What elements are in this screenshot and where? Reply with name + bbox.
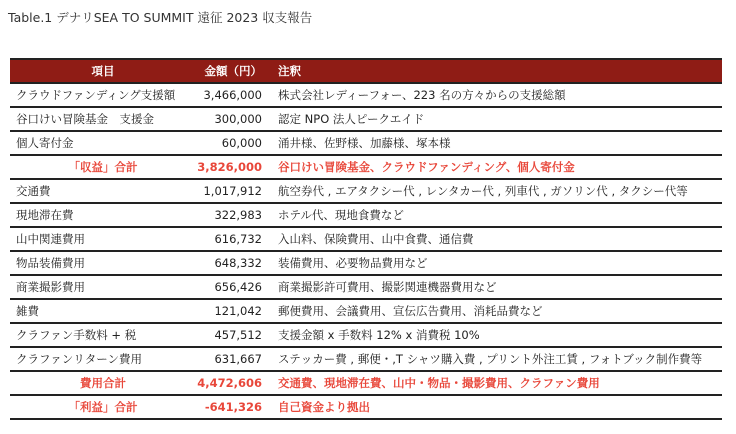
total-row [10,371,722,395]
header-amount: 金額（円） [196,59,270,83]
amount-cell: 648,332 [196,251,270,275]
table-row [10,203,722,227]
budget-table [10,58,722,420]
note-cell: ホテル代、現地食費など [270,203,722,227]
amount-cell: 1,017,912 [196,179,270,203]
item-cell: 「収益」合計 [10,155,196,179]
header-item: 項目 [10,59,196,83]
item-cell: 物品装備費用 [10,251,196,275]
total-row [10,155,722,179]
table-row [10,131,722,155]
note-cell: 支援金額 x 手数料 12% x 消費税 10% [270,323,722,347]
table-row [10,179,722,203]
note-cell: 認定 NPO 法人ピークエイド [270,107,722,131]
total-row [10,395,722,419]
table-row [10,275,722,299]
note-cell: 株式会社レディーフォー、223 名の方々からの支援総額 [270,83,722,107]
amount-cell: 616,732 [196,227,270,251]
item-cell: 費用合計 [10,371,196,395]
table-row [10,347,722,371]
table-row [10,251,722,275]
amount-cell: 656,426 [196,275,270,299]
item-cell: 雑費 [10,299,196,323]
table-row [10,299,722,323]
item-cell: 現地滞在費 [10,203,196,227]
item-cell: 「利益」合計 [10,395,196,419]
note-cell: 交通費、現地滞在費、山中・物品・撮影費用、クラファン費用 [270,371,722,395]
note-cell: 航空券代 , エアタクシー代 , レンタカー代 , 列車代 , ガソリン代 , タクシー代等 [270,179,722,203]
item-cell: クラファンリターン費用 [10,347,196,371]
item-cell: クラウドファンディング支援額 [10,83,196,107]
note-cell: ステッカー費 , 郵便・,T シャツ購入費 , プリント外注工賃 , フォトブック制作費等 [270,347,722,371]
amount-cell: 121,042 [196,299,270,323]
note-cell: 谷口けい冒険基金、クラウドファンディング、個人寄付金 [270,155,722,179]
item-cell: 交通費 [10,179,196,203]
amount-cell: 60,000 [196,131,270,155]
item-cell: 商業撮影費用 [10,275,196,299]
amount-cell: 3,826,000 [196,155,270,179]
note-cell: 商業撮影許可費用、撮影関連機器費用など [270,275,722,299]
note-cell: 郵便費用、会議費用、宣伝広告費用、消耗品費など [270,299,722,323]
note-cell: 涌井様、佐野様、加藤様、塚本様 [270,131,722,155]
amount-cell: 457,512 [196,323,270,347]
amount-cell: 631,667 [196,347,270,371]
item-cell: 個人寄付金 [10,131,196,155]
amount-cell: 322,983 [196,203,270,227]
header-note: 注釈 [270,59,722,83]
table-header [10,59,722,83]
amount-cell: 4,472,606 [196,371,270,395]
amount-cell: -641,326 [196,395,270,419]
table-row [10,83,722,107]
note-cell: 入山料、保険費用、山中食費、通信費 [270,227,722,251]
note-cell: 自己資金より拠出 [270,395,722,419]
item-cell: クラファン手数料 + 税 [10,323,196,347]
table-row [10,107,722,131]
amount-cell: 300,000 [196,107,270,131]
table-row [10,227,722,251]
item-cell: 谷口けい冒険基金 支援金 [10,107,196,131]
table-row [10,323,722,347]
table-title: Table.1 デナリSEA TO SUMMIT 遠征 2023 収支報告 [8,10,313,25]
note-cell: 装備費用、必要物品費用など [270,251,722,275]
item-cell: 山中関連費用 [10,227,196,251]
amount-cell: 3,466,000 [196,83,270,107]
